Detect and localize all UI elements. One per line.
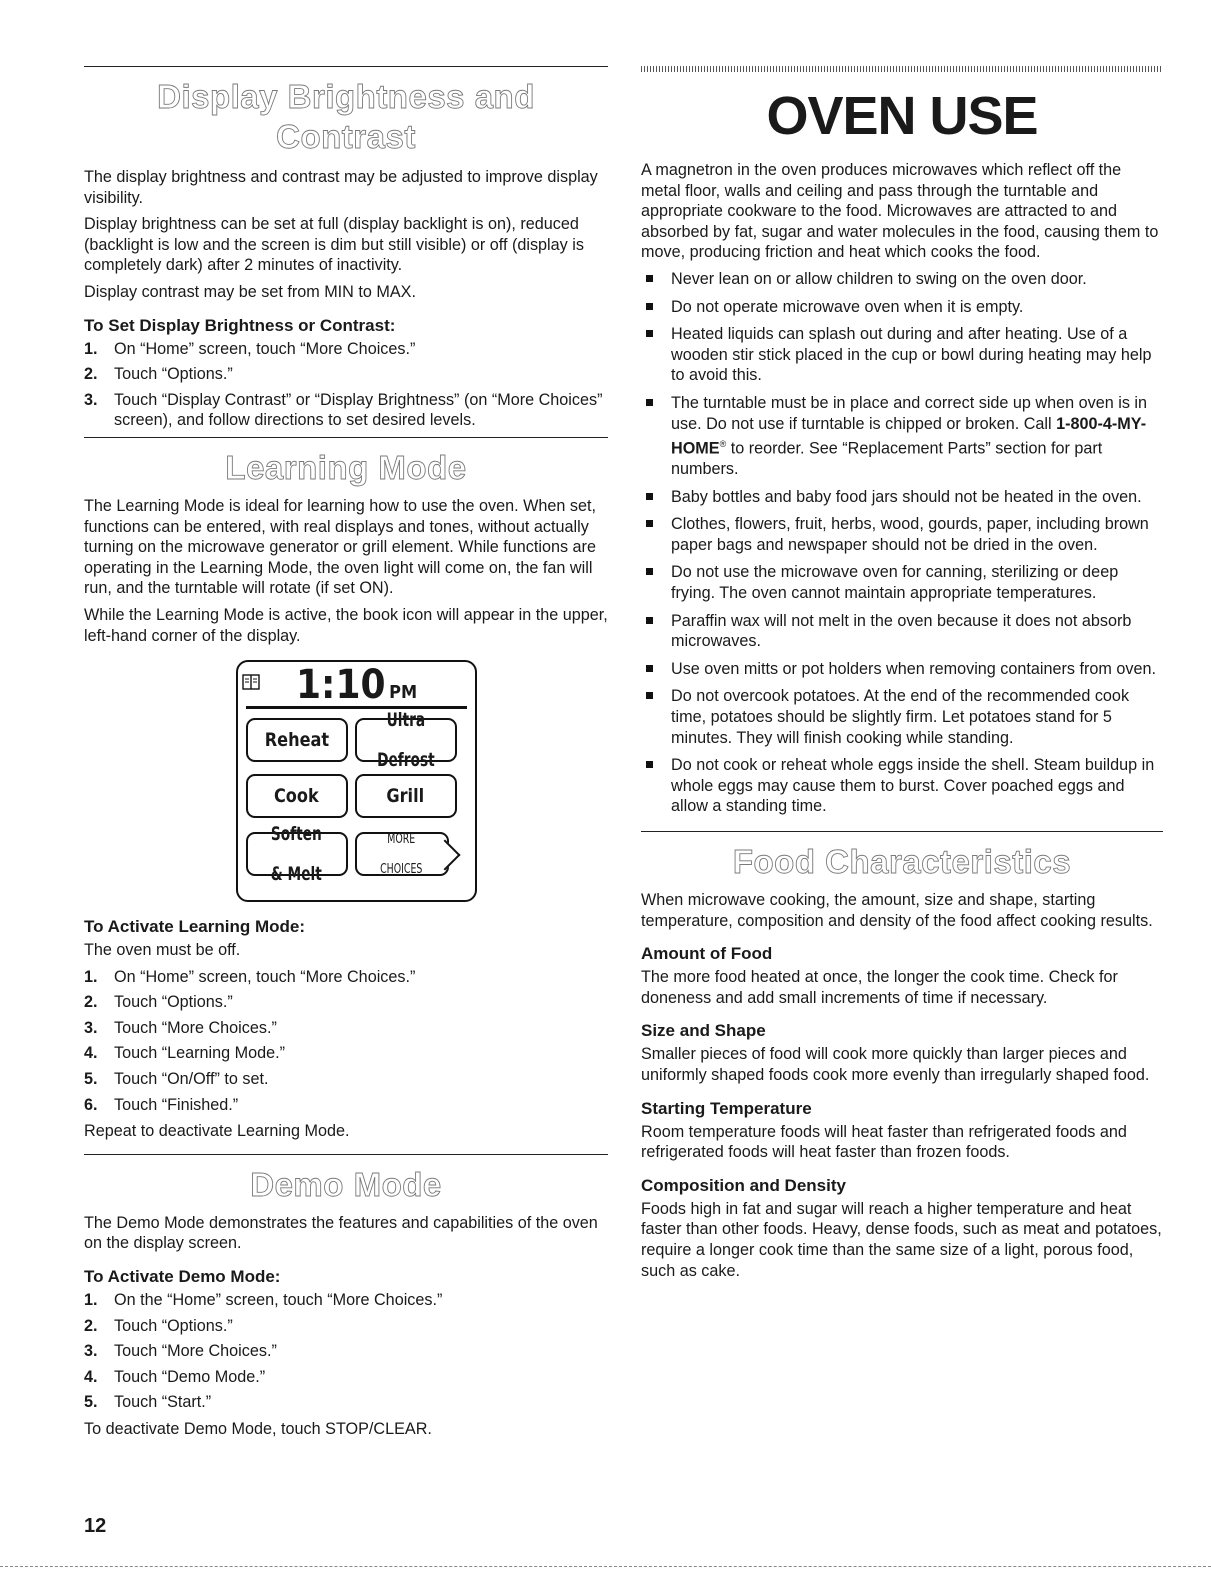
food-intro: When microwave cooking, the amount, size and shape, starting temperature, composition and density of the food affect cooking results. (641, 891, 1153, 930)
display-contrast-text: Display contrast may be set from MIN to MAX. (84, 282, 416, 301)
oven-use-intro: A magnetron in the oven produces microwaves which reflect off the metal floor, walls and ceiling and pass through the turntable and appropriate cookware to the food. Microwaves are attracted to and absorbed by fat, sugar and water molecules in the food, causing them to move, producing friction and heat which cooks the food. (641, 161, 1159, 262)
size-text: Smaller pieces of food will cook more quickly than larger pieces and uniformly shaped foods cook more evenly than irregularly shaped food. (641, 1045, 1150, 1084)
list-item: Use oven mitts or pot holders when removing containers from oven. (641, 659, 1163, 680)
cook-button: Cook (246, 774, 348, 818)
list-item: Do not use the microwave oven for canning, sterilizing or deep frying. The oven cannot maintain appropriate temperatures. (641, 562, 1163, 603)
learning-subhead: To Activate Learning Mode: (84, 917, 306, 937)
display-brightness-text: Display brightness can be set at full (display backlight is on), reduced (backlight is low and the screen is dim but still visible) or off (display is completely dark) after 2 minutes of inactivity. (84, 215, 584, 275)
hatched-divider (641, 66, 1163, 72)
grill-button: Grill (355, 774, 457, 818)
amount-heading: Amount of Food (641, 944, 773, 964)
learning-intro: The Learning Mode is ideal for learning how to use the oven. When set, functions can be entered, with real displays and tones, without actually turning on the microwave generator or grill element. While functions are operating in the Learning Mode, the oven light will come on, the fan will run, and the turntable will rotate (if set ON). (84, 496, 597, 598)
section-divider (84, 66, 608, 67)
learning-steps (84, 967, 608, 1116)
amount-text: The more food heated at once, the longer the cook time. Check for doneness and add small increments of time if necessary. (641, 968, 1118, 1007)
learning-deactivate-text: Repeat to deactivate Learning Mode. (84, 1122, 350, 1141)
demo-intro: The Demo Mode demonstrates the features and capabilities of the oven on the display screen. (84, 1213, 598, 1253)
demo-deactivate-text: To deactivate Demo Mode, touch STOP/CLEAR. (84, 1420, 432, 1438)
list-item: 5. Touch “Start.” (84, 1393, 212, 1412)
list-item: Do not operate microwave oven when it is empty. (641, 297, 1163, 318)
list-item: 2. Touch “Options.” (84, 365, 233, 384)
section-divider (84, 1154, 608, 1155)
list-item: Heated liquids can splash out during and after heating. Use of a wooden stir stick placed in the cup or bowl during heating may help to avoid this. (641, 324, 1163, 386)
phone-number: 1-800-4-MY-HOME (671, 414, 1147, 458)
display-screen-illustration (236, 660, 477, 902)
page-bottom-edge (0, 1566, 1211, 1567)
chevron-right-icon (429, 840, 460, 871)
list-item: Do not overcook potatoes. At the end of the recommended cook time, potatoes should be slightly firm. Let potatoes stand for 5 minutes. They will finish cooking while standing. (641, 686, 1163, 748)
list-item: 4. Touch “Learning Mode.” (84, 1044, 285, 1063)
list-item: 6. Touch “Finished.” (84, 1095, 239, 1114)
composition-heading: Composition and Density (641, 1175, 846, 1195)
list-item: 1. On “Home” screen, touch “More Choices.” (84, 339, 416, 358)
right-column (641, 0, 1163, 1287)
demo-mode-title: Demo Mode (250, 1165, 442, 1203)
oven-use-title: OVEN USE (766, 86, 1038, 146)
left-column (84, 0, 608, 1446)
learning-icon-text: While the Learning Mode is active, the book icon will appear in the upper, left-hand corner of the display. (84, 605, 608, 645)
learning-precondition: The oven must be off. (84, 941, 241, 960)
food-characteristics-title: Food Characteristics (732, 843, 1072, 881)
learning-mode-title: Learning Mode (225, 448, 467, 486)
list-item: 1. On “Home” screen, touch “More Choices.” (84, 967, 416, 986)
page-number: 12 (84, 1515, 107, 1537)
list-item: 3. Touch “Display Contrast” or “Display Brightness” (on “More Choices” screen), and follow directions to set desired levels. (84, 390, 603, 430)
list-item: The turntable must be in place and correct side up when oven is in use. Do not use if turntable is chipped or broken. Call 1-800-4-MY-HOME® to reorder. See “Replacement Parts” section for part numbers. (641, 393, 1163, 480)
composition-text: Foods high in fat and sugar will reach a higher temperature and heat faster than other foods. Heavy, dense foods, such as meat and potatoes, require a longer cook time than the same size of a light, porous food, such as cake. (641, 1199, 1162, 1280)
list-item: 4. Touch “Demo Mode.” (84, 1367, 266, 1386)
temperature-heading: Starting Temperature (641, 1098, 812, 1118)
list-item: 2. Touch “Options.” (84, 993, 233, 1012)
book-icon (242, 674, 260, 690)
list-item: 3. Touch “More Choices.” (84, 1342, 277, 1361)
list-item: Baby bottles and baby food jars should not be heated in the oven. (641, 487, 1163, 508)
display-subhead: To Set Display Brightness or Contrast: (84, 315, 396, 335)
safety-bullets (641, 269, 1163, 817)
demo-steps (84, 1290, 608, 1413)
list-item: Clothes, flowers, fruit, herbs, wood, gourds, paper, including brown paper bags and newspaper should not be dried in the oven. (641, 514, 1163, 555)
list-item: Paraffin wax will not melt in the oven because it does not absorb microwaves. (641, 611, 1163, 652)
temperature-text: Room temperature foods will heat faster than refrigerated foods and refrigerated foods will heat faster than frozen foods. (641, 1122, 1127, 1162)
screen-header (246, 662, 467, 709)
soften-melt-button: Soften & Melt (246, 832, 348, 876)
list-item: Never lean on or allow children to swing on the oven door. (641, 269, 1163, 290)
list-item: 3. Touch “More Choices.” (84, 1018, 277, 1037)
clock-display: 1:10 PM (295, 662, 417, 709)
section-divider (641, 831, 1163, 832)
section-divider (84, 437, 608, 438)
list-item: 2. Touch “Options.” (84, 1316, 233, 1335)
list-item: Do not cook or reheat whole eggs inside the shell. Steam buildup in whole eggs may cause them to burst. Cover poached eggs and allow a standing time. (641, 755, 1163, 817)
ultra-defrost-button: Ultra Defrost (355, 718, 457, 762)
size-heading: Size and Shape (641, 1021, 766, 1041)
list-item: 1. On the “Home” screen, touch “More Choices.” (84, 1291, 443, 1310)
demo-subhead: To Activate Demo Mode: (84, 1267, 281, 1287)
display-brightness-title: Display Brightness and Contrast (157, 78, 535, 155)
display-steps (84, 339, 608, 431)
list-item: 5. Touch “On/Off” to set. (84, 1070, 269, 1089)
display-intro: The display brightness and contrast may be adjusted to improve display visibility. (84, 168, 598, 207)
more-choices-button: MORE CHOICES (355, 832, 449, 876)
reheat-button: Reheat (246, 718, 348, 762)
